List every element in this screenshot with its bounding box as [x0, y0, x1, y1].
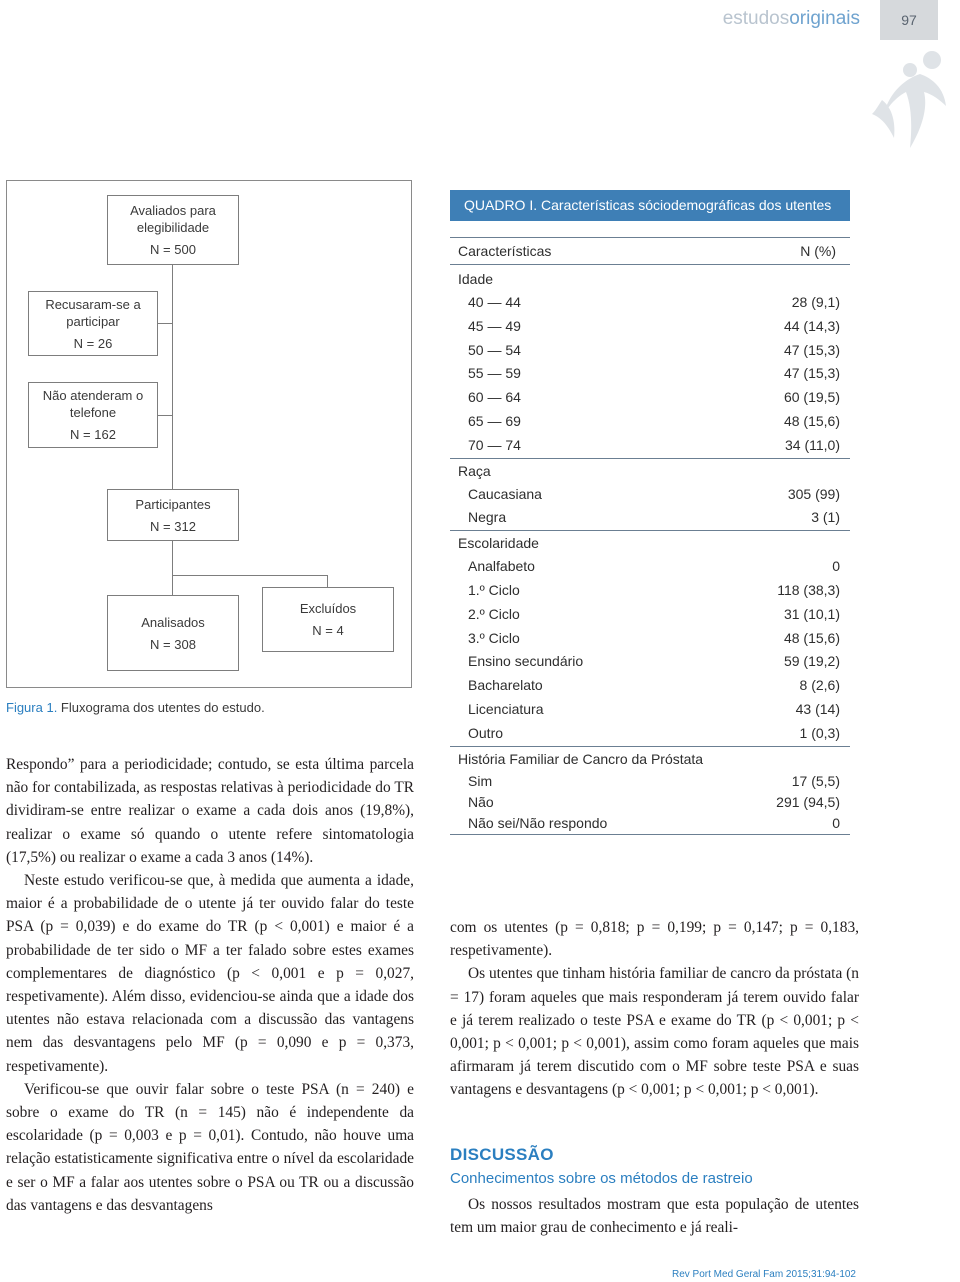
- table-section-heading: História Familiar de Cancro da Próstata: [450, 746, 850, 771]
- table-row: [450, 434, 850, 458]
- table-row: [450, 698, 850, 722]
- flow-box-text: participar: [66, 313, 120, 329]
- table-cell-value: 8 (2,6): [799, 677, 840, 694]
- table-row: [450, 579, 850, 603]
- table-cell-value: 43 (14): [795, 700, 840, 717]
- table-cell-value: 47 (15,3): [783, 341, 840, 358]
- table-cell-label: 50 — 54: [468, 341, 521, 358]
- table-cell-value: 60 (19,5): [783, 389, 840, 406]
- table-cell-value: 34 (11,0): [785, 436, 840, 453]
- figure-caption: [6, 700, 265, 715]
- table-cell-label: 60 — 64: [468, 389, 521, 406]
- family-logo-icon: [862, 48, 952, 158]
- flow-box-text: Recusaram-se a: [45, 296, 141, 312]
- table-cell-value: 1 (0,3): [799, 724, 840, 741]
- flow-line: [172, 265, 173, 489]
- table-cell-label: 65 — 69: [468, 412, 521, 429]
- table-row: [450, 410, 850, 434]
- table-cell-label: 2.º Ciclo: [468, 605, 520, 622]
- table-cell-value: 44 (14,3): [783, 317, 840, 334]
- table-body: [450, 265, 850, 835]
- flow-box-avaliados: [107, 195, 239, 265]
- table-cell-value: 305 (99): [787, 485, 840, 502]
- flow-box-recusaram: [28, 291, 158, 356]
- table-row: [450, 627, 850, 651]
- table-row: [450, 506, 850, 530]
- table-cell-value: 3 (1): [811, 509, 840, 526]
- page-footer: [672, 1269, 856, 1280]
- flow-box-participantes: [107, 489, 239, 541]
- flow-box-count: N = 312: [150, 518, 196, 534]
- flow-box-text: Não atenderam o: [42, 388, 144, 403]
- flow-box-excluidos: [262, 587, 394, 652]
- flow-box-count: N = 308: [150, 636, 196, 652]
- table-cell-value: 291 (94,5): [776, 793, 840, 810]
- subsection-heading: Conhecimentos sobre os métodos de rastreio: [450, 1170, 753, 1187]
- table-row: [450, 291, 850, 315]
- table-cell-label: Bacharelato: [468, 677, 543, 694]
- table-row: [450, 813, 850, 834]
- paragraph: Verificou-se que ouvir falar sobre o teste PSA (n = 240) e sobre o exame do TR (n = 145) não é independente da escolaridade (p = 0,003 e p = 0,01). Contudo, não houve uma relação estatisticamente significativa entre o nível da escolaridade e ser o MF a falar aos utentes sobre o PSA ou TR ou a discussão das vantagens e das desvantagens: [6, 1080, 414, 1214]
- table-title: QUADRO I. Características sóciodemográficas dos utentes: [450, 190, 850, 221]
- figure-caption-label: Figura 1.: [6, 700, 58, 715]
- table-cell-value: 47 (15,3): [783, 365, 840, 382]
- table-section-heading: Idade: [458, 271, 494, 287]
- section-heading: DISCUSSÃO: [450, 1145, 554, 1164]
- table-cell-label: Não sei/Não respondo: [468, 815, 608, 832]
- flow-box-text: Avaliados para: [130, 203, 216, 218]
- paragraph: Os utentes que tinham história familiar de cancro da próstata (n = 17) foram aqueles que mais responderam já terem ouvido falar e já terem realizado o teste PSA e exame do TR (p < 0,001; p < 0,001; p < 0,001; p < 0,001), assim como foram aqueles que mais afirmaram já terem discutido com o MF sobre teste PSA e suas vantagens e desvantagens (p < 0,001; p < 0,001; p < 0,001).: [450, 965, 859, 1099]
- table-cell-label: Negra: [468, 509, 507, 526]
- table-row: [450, 603, 850, 627]
- footer-journal: Rev Port Med Geral Fam: [672, 1269, 784, 1280]
- flow-box-nao-atenderam: [28, 382, 158, 448]
- table-cell-label: 45 — 49: [468, 317, 521, 334]
- figure-caption-text: Fluxograma dos utentes do estudo.: [57, 700, 265, 715]
- flow-line: [158, 323, 173, 324]
- table-cell-value: 48 (15,6): [783, 412, 840, 429]
- table-cell-label: 70 — 74: [468, 436, 521, 453]
- left-column-text: [6, 753, 414, 1217]
- section-label-part1: estudos: [722, 8, 790, 29]
- table-cell-value: 48 (15,6): [783, 629, 840, 646]
- flow-box-analisados: [107, 595, 239, 671]
- table-section-heading: Raça: [450, 458, 850, 483]
- flow-box-count: N = 4: [312, 623, 344, 638]
- table-section-heading: Escolaridade: [450, 530, 850, 555]
- table-cell-label: Outro: [468, 724, 504, 741]
- table-row: [450, 650, 850, 674]
- journal-section-label: [723, 8, 860, 30]
- table-cell-label: 55 — 59: [468, 365, 521, 382]
- table-cell-label: Sim: [468, 772, 493, 789]
- footer-citation: 2015;31:94-102: [783, 1269, 856, 1280]
- table-row: [450, 722, 850, 746]
- table-cell-value: 118 (38,3): [777, 581, 840, 598]
- section-label-part2: originais: [789, 8, 860, 29]
- flow-box-text: Participantes: [135, 496, 211, 512]
- flow-box-text: telefone: [69, 405, 117, 420]
- table-row: [450, 483, 850, 507]
- table-cell-value: 28 (9,1): [791, 294, 840, 310]
- paragraph: Respondo” para a periodicidade; contudo, se esta última parcela não for contabilizada, as respostas relativas à periodicidade do TR dividiram-se entre realizar o exame a cada dois anos (19,8%), realizar o exame só quando o utente refere sintomatologia (17,5%) ou realizar o exame a cada 3 anos (14%).: [6, 756, 414, 866]
- paragraph: Os nossos resultados mostram que esta população de utentes tem um maior grau de conhecimento e já reali-: [450, 1196, 859, 1237]
- flow-line: [172, 541, 173, 575]
- table-cell-label: 40 — 44: [468, 294, 521, 310]
- table-cell-label: Não: [468, 793, 494, 810]
- table-row: [450, 555, 850, 579]
- table-header-n: N (%): [800, 243, 836, 259]
- table-cell-label: Licenciatura: [468, 700, 544, 717]
- table-cell-value: 59 (19,2): [783, 653, 840, 670]
- flow-line: [172, 575, 173, 595]
- table-cell-value: 17 (5,5): [791, 772, 840, 789]
- flow-box-count: N = 162: [70, 427, 116, 442]
- right-column-text: [450, 916, 859, 1102]
- paragraph: com os utentes (p = 0,818; p = 0,199; p = 0,147; p = 0,183, respetivamente).: [450, 919, 859, 960]
- table-row: [450, 315, 850, 339]
- flow-line: [172, 575, 327, 576]
- table-row: [450, 339, 850, 363]
- table-cell-label: Caucasiana: [468, 485, 542, 502]
- demographics-table: [450, 190, 850, 835]
- flow-line: [158, 415, 173, 416]
- table-row: [450, 792, 850, 813]
- flow-box-text: elegibilidade: [136, 220, 210, 235]
- table-cell-label: Ensino secundário: [468, 653, 584, 670]
- table-row: [450, 386, 850, 410]
- table-header-row: [450, 237, 850, 265]
- page-number: 97: [880, 0, 938, 40]
- table-row: [450, 362, 850, 386]
- table-header-characteristics: Características: [458, 243, 552, 259]
- table-cell-label: 1.º Ciclo: [468, 581, 520, 598]
- table-cell-label: 3.º Ciclo: [468, 629, 520, 646]
- table-row: [450, 771, 850, 792]
- flow-box-count: N = 26: [73, 335, 113, 351]
- flow-box-text: Excluídos: [299, 601, 357, 616]
- table-cell-value: 0: [832, 558, 840, 575]
- flow-line: [327, 575, 328, 587]
- table-cell-value: 0: [832, 815, 840, 832]
- flow-box-text: Analisados: [141, 614, 205, 630]
- paragraph: Neste estudo verificou-se que, à medida que aumenta a idade, maior é a probabilidade de o utente já ter ouvido falar do teste PSA (p = 0,039) e do exame do TR (p < 0,001) e maior é a probabilidade de ter sido o MF a ter falado sobre estes exames complementares de diagnóstico (p < 0,001 e p = 0,027, respetivamente). Além disso, evidenciou-se ainda que a idade dos utentes não estava relacionada com a discussão das vantagens nem das desvantagens pelo MF (p = 0,090 e p = 0,373, respetivamente).: [6, 872, 414, 1075]
- table-cell-value: 31 (10,1): [783, 605, 840, 622]
- discussion-text: [450, 1193, 859, 1239]
- table-cell-label: Analfabeto: [468, 558, 535, 575]
- table-row: [450, 674, 850, 698]
- flow-box-count: N = 500: [150, 242, 196, 257]
